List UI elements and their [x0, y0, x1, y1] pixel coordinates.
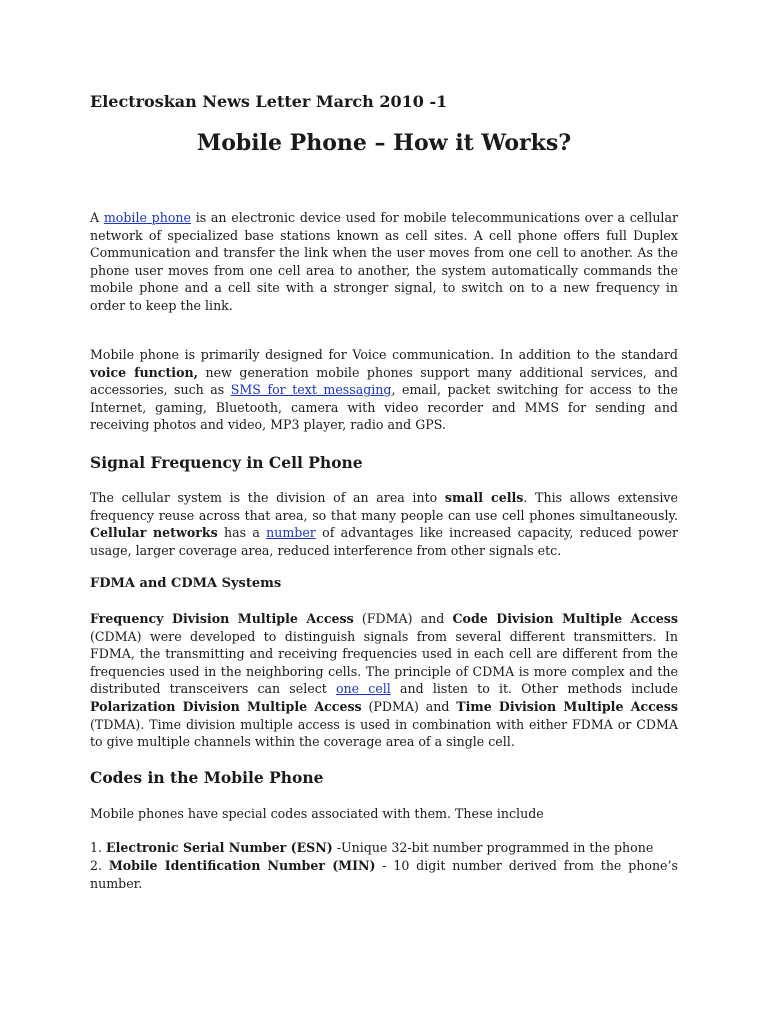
text-run: has a: [217, 525, 267, 541]
bold-esn: Electronic Serial Number (ESN): [106, 840, 333, 855]
text-run: (FDMA) and: [353, 611, 453, 626]
codes-intro: Mobile phones have special codes associated with them. These include: [90, 806, 544, 821]
bold-voice-function: voice function,: [90, 364, 199, 380]
cellular-paragraph: [90, 489, 678, 559]
list-item: [90, 857, 678, 892]
text-run: of advantages like increased capacity, reduced power usage, larger coverage area, reduced interference from other signals etc.: [90, 525, 678, 558]
heading-codes: Codes in the Mobile Phone: [90, 768, 324, 787]
text-run: is an electronic device used for mobile telecommunications over a cellular network of specialized base stations known as cell sites. A cell phone offers full Duplex Communication and transfer the link when the user moves from one cell to another. As the phone user moves from one cell area to another, the system automatically commands the mobile phone and a cell site with a stronger signal, to switch on to a new frequency in order to keep the link.: [90, 210, 678, 313]
text-run: -Unique 32-bit number programmed in the phone: [332, 840, 654, 855]
page-title: Mobile Phone – How it Works?: [196, 130, 572, 156]
bold-small-cells: small cells: [444, 490, 524, 505]
text-run: new generation mobile phones support many additional services, and accessories, such as: [90, 364, 678, 398]
text-run: and listen to it. Other methods include: [390, 681, 678, 697]
text-run: . This allows extensive frequency reuse across that area, so that many people can use cell phones simultaneously.: [90, 490, 678, 523]
newsletter-header: Electroskan News Letter March 2010 -1: [90, 92, 448, 111]
list-number: 1.: [90, 840, 107, 855]
intro-paragraph: [90, 209, 678, 315]
heading-signal-frequency: Signal Frequency in Cell Phone: [90, 453, 363, 472]
text-run: (CDMA) were developed to distinguish signals from several different transmitters. In FDMA, the transmitting and receiving frequencies used in each cell are different from the frequencies used in the neighboring cells. The principle of CDMA is more complex and the distributed transceivers can select: [90, 628, 678, 697]
text-run: - 10 digit number derived from the phone’s number.: [90, 858, 678, 891]
voice-paragraph: [90, 346, 678, 434]
bold-pdma: Polarization Division Multiple Access: [90, 698, 362, 714]
text-run: Mobile phone is primarily designed for Voice communication. In addition to the standard: [90, 347, 678, 362]
bold-min: Mobile Identification Number (MIN): [108, 858, 376, 873]
one-cell-link[interactable]: one cell: [335, 681, 391, 697]
text-run: The cellular system is the division of an area into: [90, 490, 445, 505]
text-run: A: [90, 210, 104, 225]
bold-fdma: Frequency Division Multiple Access: [90, 611, 354, 626]
text-run: (PDMA) and: [361, 698, 457, 714]
sms-link[interactable]: SMS for text messaging: [230, 382, 392, 398]
bold-cdma: Code Division Multiple Access: [452, 611, 678, 626]
fdma-cdma-paragraph: [90, 610, 678, 751]
text-run: (TDMA). Time division multiple access is used in combination with either FDMA or CDMA to give multiple channels within the coverage area of a single cell.: [90, 716, 678, 750]
bold-tdma: Time Division Multiple Access: [456, 698, 678, 714]
heading-fdma-cdma: FDMA and CDMA Systems: [90, 576, 282, 591]
mobile-phone-link[interactable]: mobile phone: [103, 210, 191, 225]
number-link[interactable]: number: [266, 525, 316, 541]
text-run: , email, packet switching for access to the Internet, gaming, Bluetooth, camera with video recorder and MMS for sending and receiving photos and video, MP3 player, radio and GPS.: [90, 382, 678, 433]
list-item: [90, 839, 678, 857]
bold-cellular-networks: Cellular networks: [90, 525, 218, 541]
list-number: 2.: [90, 858, 109, 873]
